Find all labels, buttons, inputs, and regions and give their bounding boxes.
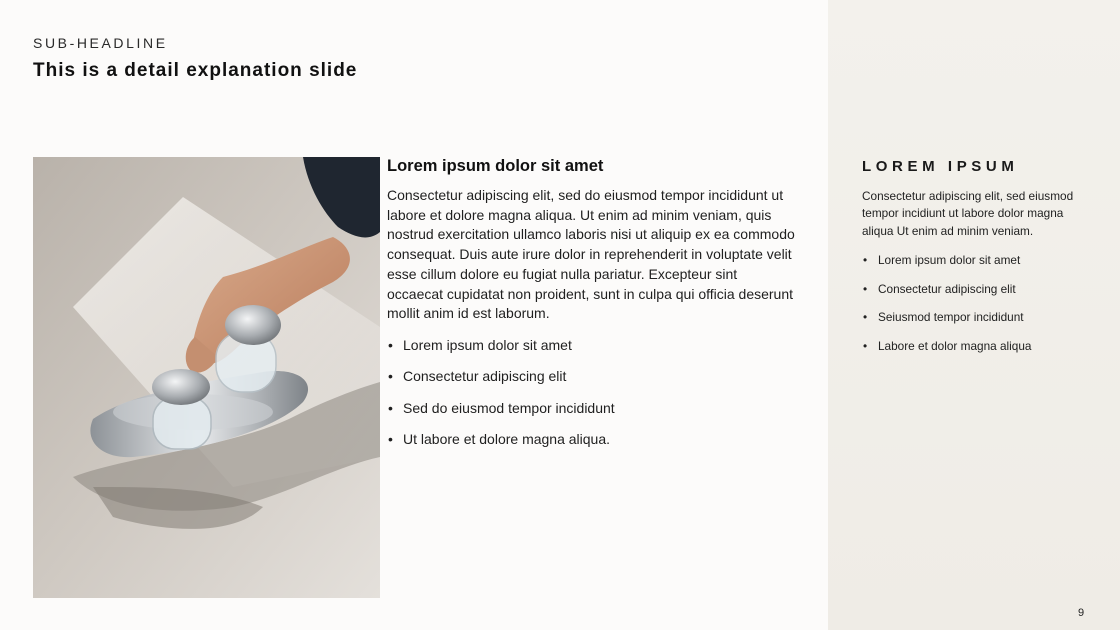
sidebar-content — [862, 158, 1098, 367]
slide-title: This is a detail explanation slide — [33, 60, 358, 81]
list-item: • Lorem ipsum dolor sit amet — [862, 252, 1098, 268]
product-photo — [33, 157, 380, 598]
list-item: • Consectetur adipiscing elit — [387, 367, 797, 386]
sub-headline: SUB-HEADLINE — [33, 35, 168, 51]
page-number: 9 — [1078, 607, 1085, 619]
sidebar-body-text: Consectetur adipiscing elit, sed eiusmod tempor incidiunt ut labore dolor magna aliqua Ut enim ad minim veniam. — [862, 189, 1074, 238]
salt-pepper-shakers-icon — [33, 157, 380, 598]
main-body-text: Consectetur adipiscing elit, sed do eiusmod tempor incididunt ut labore et dolore magna aliqua. Ut enim ad minim veniam, quis nostrud exercitation ullamco laboris nisi ut aliquip ex ea commodo consequat. Duis aute irure dolor in reprehenderit in voluptate velit esse cillum dolore eu fugiat nulla pariatur. Excepteur sint occaecat cupidatat non proident, sunt in culpa qui officia deserunt mollit anim id est laborum. — [387, 187, 795, 322]
list-item: • Lorem ipsum dolor sit amet — [387, 336, 797, 355]
main-heading: Lorem ipsum dolor sit amet — [387, 157, 604, 175]
sidebar-bullet-list — [862, 252, 1098, 354]
main-bullet-list — [387, 336, 797, 449]
list-item: • Consectetur adipiscing elit — [862, 281, 1098, 297]
list-item: • Ut labore et dolore magna aliqua. — [387, 430, 797, 449]
list-item: • Seiusmod tempor incididunt — [862, 309, 1098, 325]
sidebar-heading: LOREM IPSUM — [862, 158, 1019, 175]
list-item: • Sed do eiusmod tempor incididunt — [387, 399, 797, 418]
list-item: • Labore et dolor magna aliqua — [862, 338, 1098, 354]
main-content — [387, 157, 797, 461]
